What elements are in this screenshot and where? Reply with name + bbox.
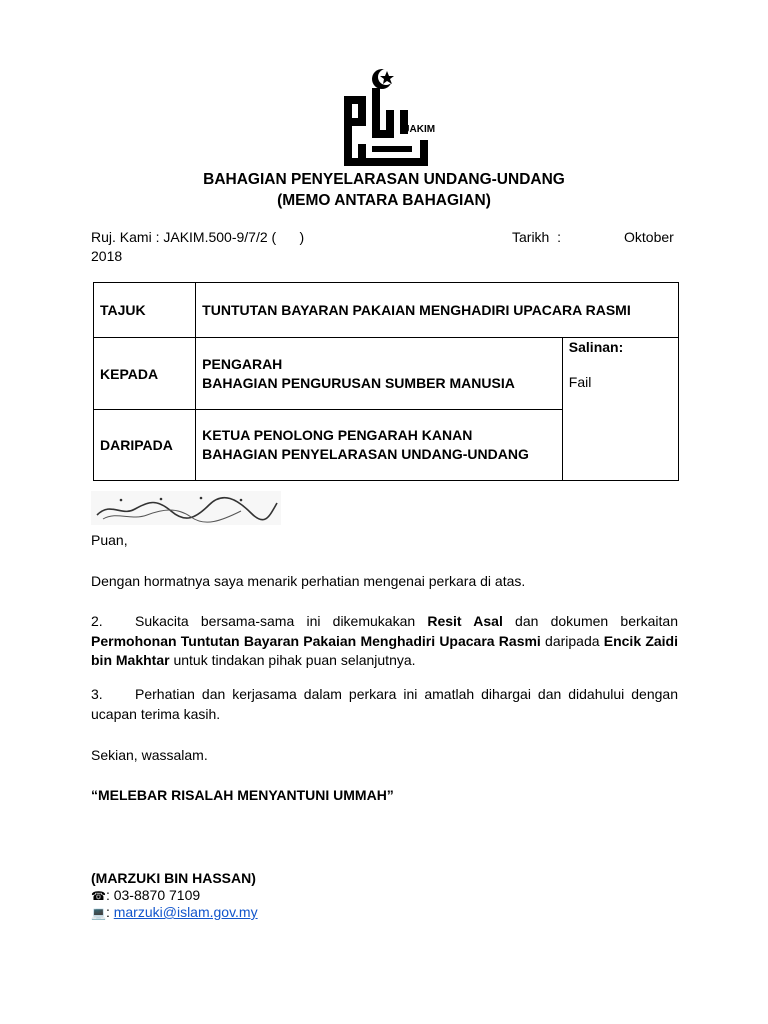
telephone-icon: ☎: [91, 889, 106, 903]
paragraph-2-text: Sukacita bersama-sama ini dikemukakan: [135, 613, 428, 629]
paragraph-2: [91, 612, 678, 671]
closing: Sekian, wassalam.: [91, 747, 208, 763]
paragraph-2-text: daripada: [540, 632, 604, 649]
daripada-line1: KETUA PENOLONG PENGARAH KANAN: [202, 427, 473, 443]
department-title: BAHAGIAN PENYELARASAN UNDANG-UNDANG: [203, 171, 565, 188]
paragraph-2-text: dan dokumen berkaitan: [502, 613, 678, 629]
jakim-logo: [340, 66, 430, 172]
table-row-kepada: [94, 338, 679, 410]
tajuk-label: TAJUK: [94, 283, 196, 338]
email-link[interactable]: marzuki@islam.gov.my: [113, 904, 258, 920]
salinan-cell: [562, 338, 678, 481]
salutation-calligraphy: [91, 491, 281, 525]
paragraph-2-bold-permohonan: Permohonan Tuntutan Bayaran Pakaian Menghadiri Upacara Rasmi: [91, 632, 541, 649]
daripada-line2: BAHAGIAN PENYELARASAN UNDANG-UNDANG: [202, 446, 529, 462]
kepada-line2: BAHAGIAN PENGURUSAN SUMBER MANUSIA: [202, 374, 515, 391]
kepada-line1: PENGARAH: [202, 355, 283, 372]
date-year: 2018: [91, 248, 123, 264]
reference-number: Ruj. Kami : JAKIM.500-9/7/2 ( ): [91, 229, 305, 245]
phone-line: [91, 887, 200, 903]
date-label: Tarikh :: [512, 229, 562, 245]
paragraph-3-number: 3.: [91, 686, 103, 702]
email-line: [91, 904, 258, 920]
paragraph-3-text: Perhatian dan kerjasama dalam perkara ini amatlah dihargai dan didahului dengan ucapan terima kasih.: [91, 686, 678, 722]
motto: “MELEBAR RISALAH MENYANTUNI UMMAH”: [91, 787, 394, 803]
date-month: Oktober: [624, 229, 674, 245]
daripada-label: DARIPADA: [94, 410, 196, 481]
phone-number: : 03-8870 7109: [105, 887, 201, 903]
paragraph-3: [91, 685, 678, 724]
paragraph-2-text: untuk tindakan pihak puan selanjutnya.: [169, 652, 416, 668]
logo-text: JAKIM: [404, 124, 436, 135]
table-row-tajuk: [94, 283, 679, 338]
kepada-label: KEPADA: [94, 338, 196, 410]
paragraph-1: Dengan hormatnya saya menarik perhatian mengenai perkara di atas.: [91, 573, 526, 589]
kepada-value: [196, 338, 563, 410]
signatory-name: (MARZUKI BIN HASSAN): [91, 870, 256, 886]
salinan-label: Salinan:: [568, 339, 624, 355]
salinan-value: Fail: [568, 374, 592, 390]
paragraph-2-bold-resit: Resit Asal: [427, 613, 503, 629]
greeting: Puan,: [91, 532, 128, 548]
email-separator: :: [105, 904, 114, 920]
memo-subtitle: (MEMO ANTARA BAHAGIAN): [277, 192, 491, 209]
paragraph-2-bold-name: Encik Zaidi bin Makhtar: [91, 632, 678, 668]
daripada-value: [196, 410, 563, 481]
memo-info-table: [93, 282, 679, 481]
tajuk-value: TUNTUTAN BAYARAN PAKAIAN MENGHADIRI UPACARA RASMI: [196, 283, 679, 338]
computer-icon: 💻: [91, 906, 106, 920]
paragraph-2-number: 2.: [91, 613, 103, 629]
